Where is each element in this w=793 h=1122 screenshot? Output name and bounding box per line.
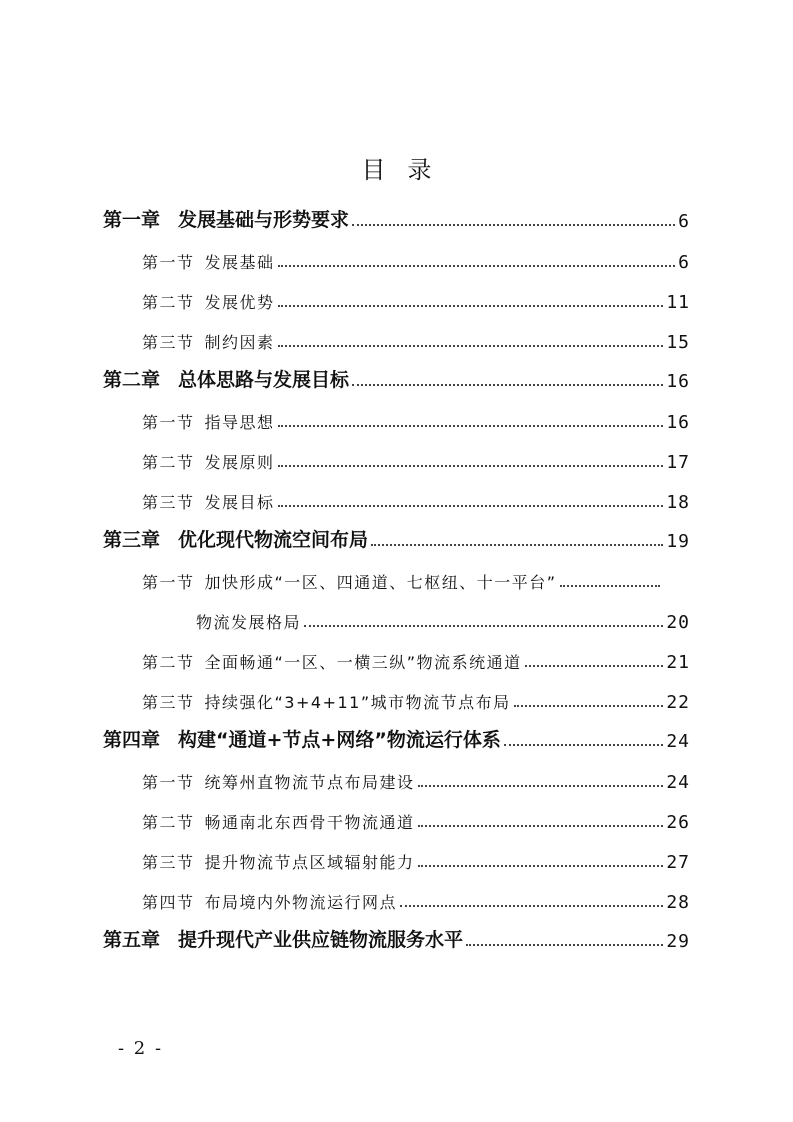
entry-number: 第三节 [142, 693, 195, 712]
toc-section-3-3[interactable] [142, 679, 690, 713]
entry-page: 18 [666, 492, 690, 513]
entry-title: 持续强化“3+4+11”城市物流节点布局 [204, 693, 511, 712]
dot-leader [278, 425, 664, 427]
toc-section-1-3[interactable] [142, 319, 690, 353]
toc-section-1-1[interactable] [142, 239, 690, 273]
entry-title: 指导思想 [204, 413, 275, 432]
toc-section-4-4[interactable] [142, 879, 690, 913]
entry-number: 第三节 [142, 853, 195, 872]
entry-number: 第一节 [142, 253, 195, 272]
entry-title: 总体思路与发展目标 [178, 369, 350, 391]
entry-page: 19 [666, 531, 690, 552]
entry-title: 统筹州直物流节点布局建设 [204, 773, 415, 792]
entry-page: 27 [666, 852, 690, 873]
entry-page: 6 [678, 211, 690, 232]
entry-title: 提升物流节点区域辐射能力 [204, 853, 415, 872]
entry-number: 第一章 [103, 209, 161, 231]
toc-chapter-2[interactable] [103, 358, 690, 392]
dot-leader [278, 345, 664, 347]
entry-title: 发展原则 [204, 453, 275, 472]
entry-number: 第二节 [142, 293, 195, 312]
toc-section-3-2[interactable] [142, 639, 690, 673]
entry-number: 第三节 [142, 333, 195, 352]
entry-number: 第一节 [142, 573, 195, 592]
dot-leader [304, 625, 663, 627]
entry-title: 发展优势 [204, 293, 275, 312]
entry-title: 发展基础 [204, 253, 275, 272]
dot-leader [400, 905, 663, 907]
entry-page: 16 [666, 371, 690, 392]
entry-number: 第一节 [142, 413, 195, 432]
entry-number: 第五章 [103, 929, 161, 951]
toc-title: 目录 [361, 156, 454, 184]
entry-title: 提升现代产业供应链物流服务水平 [178, 929, 464, 951]
toc-chapter-5[interactable] [103, 918, 690, 952]
toc-section-3-1[interactable] [142, 559, 690, 593]
toc-section-4-1[interactable] [142, 759, 690, 793]
entry-number: 第二节 [142, 813, 195, 832]
entry-number: 第四节 [142, 893, 195, 912]
entry-page: 16 [666, 412, 690, 433]
entry-title: 畅通南北东西骨干物流通道 [204, 813, 415, 832]
entry-number: 第四章 [103, 729, 161, 751]
entry-title: 物流发展格局 [196, 613, 302, 632]
toc-section-4-3[interactable] [142, 839, 690, 873]
toc-section-1-2[interactable] [142, 279, 690, 313]
entry-page: 6 [678, 252, 690, 273]
dot-leader [352, 224, 675, 226]
entry-title: 制约因素 [204, 333, 275, 352]
dot-leader [466, 944, 663, 946]
entry-page: 26 [666, 812, 690, 833]
dot-leader [418, 785, 664, 787]
dot-leader [514, 705, 664, 707]
entry-number: 第二章 [103, 369, 161, 391]
toc-chapter-4[interactable] [103, 718, 690, 752]
entry-number: 第三节 [142, 493, 195, 512]
entry-page: 22 [666, 692, 690, 713]
dot-leader [525, 665, 664, 667]
entry-title: 加快形成“一区、四通道、七枢纽、十一平台” [204, 573, 557, 592]
toc-section-2-3[interactable] [142, 479, 690, 513]
dot-leader [278, 465, 664, 467]
entry-number: 第二节 [142, 453, 195, 472]
entry-page: 20 [666, 612, 690, 633]
entry-page: 21 [666, 652, 690, 673]
entry-number: 第二节 [142, 653, 195, 672]
dot-leader [560, 585, 660, 587]
entry-number: 第一节 [142, 773, 195, 792]
entry-title: 发展目标 [204, 493, 275, 512]
dot-leader [504, 744, 663, 746]
entry-page: 24 [666, 731, 690, 752]
dot-leader [371, 544, 663, 546]
dot-leader [418, 865, 664, 867]
entry-title: 发展基础与形势要求 [178, 209, 350, 231]
entry-page: 11 [666, 292, 690, 313]
toc-chapter-1[interactable] [103, 198, 690, 232]
dot-leader [278, 305, 664, 307]
entry-title: 构建“通道+节点+网络”物流运行体系 [178, 729, 501, 751]
entry-title: 布局境内外物流运行网点 [204, 893, 398, 912]
dot-leader [418, 825, 664, 827]
toc-chapter-3[interactable] [103, 518, 690, 552]
entry-page: 28 [666, 892, 690, 913]
toc-section-4-2[interactable] [142, 799, 690, 833]
toc-section-2-2[interactable] [142, 439, 690, 473]
toc-section-3-1-continued[interactable] [196, 599, 690, 633]
entry-page: 15 [666, 332, 690, 353]
toc-section-2-1[interactable] [142, 399, 690, 433]
entry-title: 全面畅通“一区、一横三纵”物流系统通道 [204, 653, 522, 672]
dot-leader [278, 265, 676, 267]
entry-number: 第三章 [103, 529, 161, 551]
entry-page: 17 [666, 452, 690, 473]
page-number-footer: - 2 - [118, 1038, 164, 1059]
entry-title: 优化现代物流空间布局 [178, 529, 369, 551]
entry-page: 29 [666, 931, 690, 952]
dot-leader [278, 505, 664, 507]
entry-page: 24 [666, 772, 690, 793]
dot-leader [352, 384, 663, 386]
